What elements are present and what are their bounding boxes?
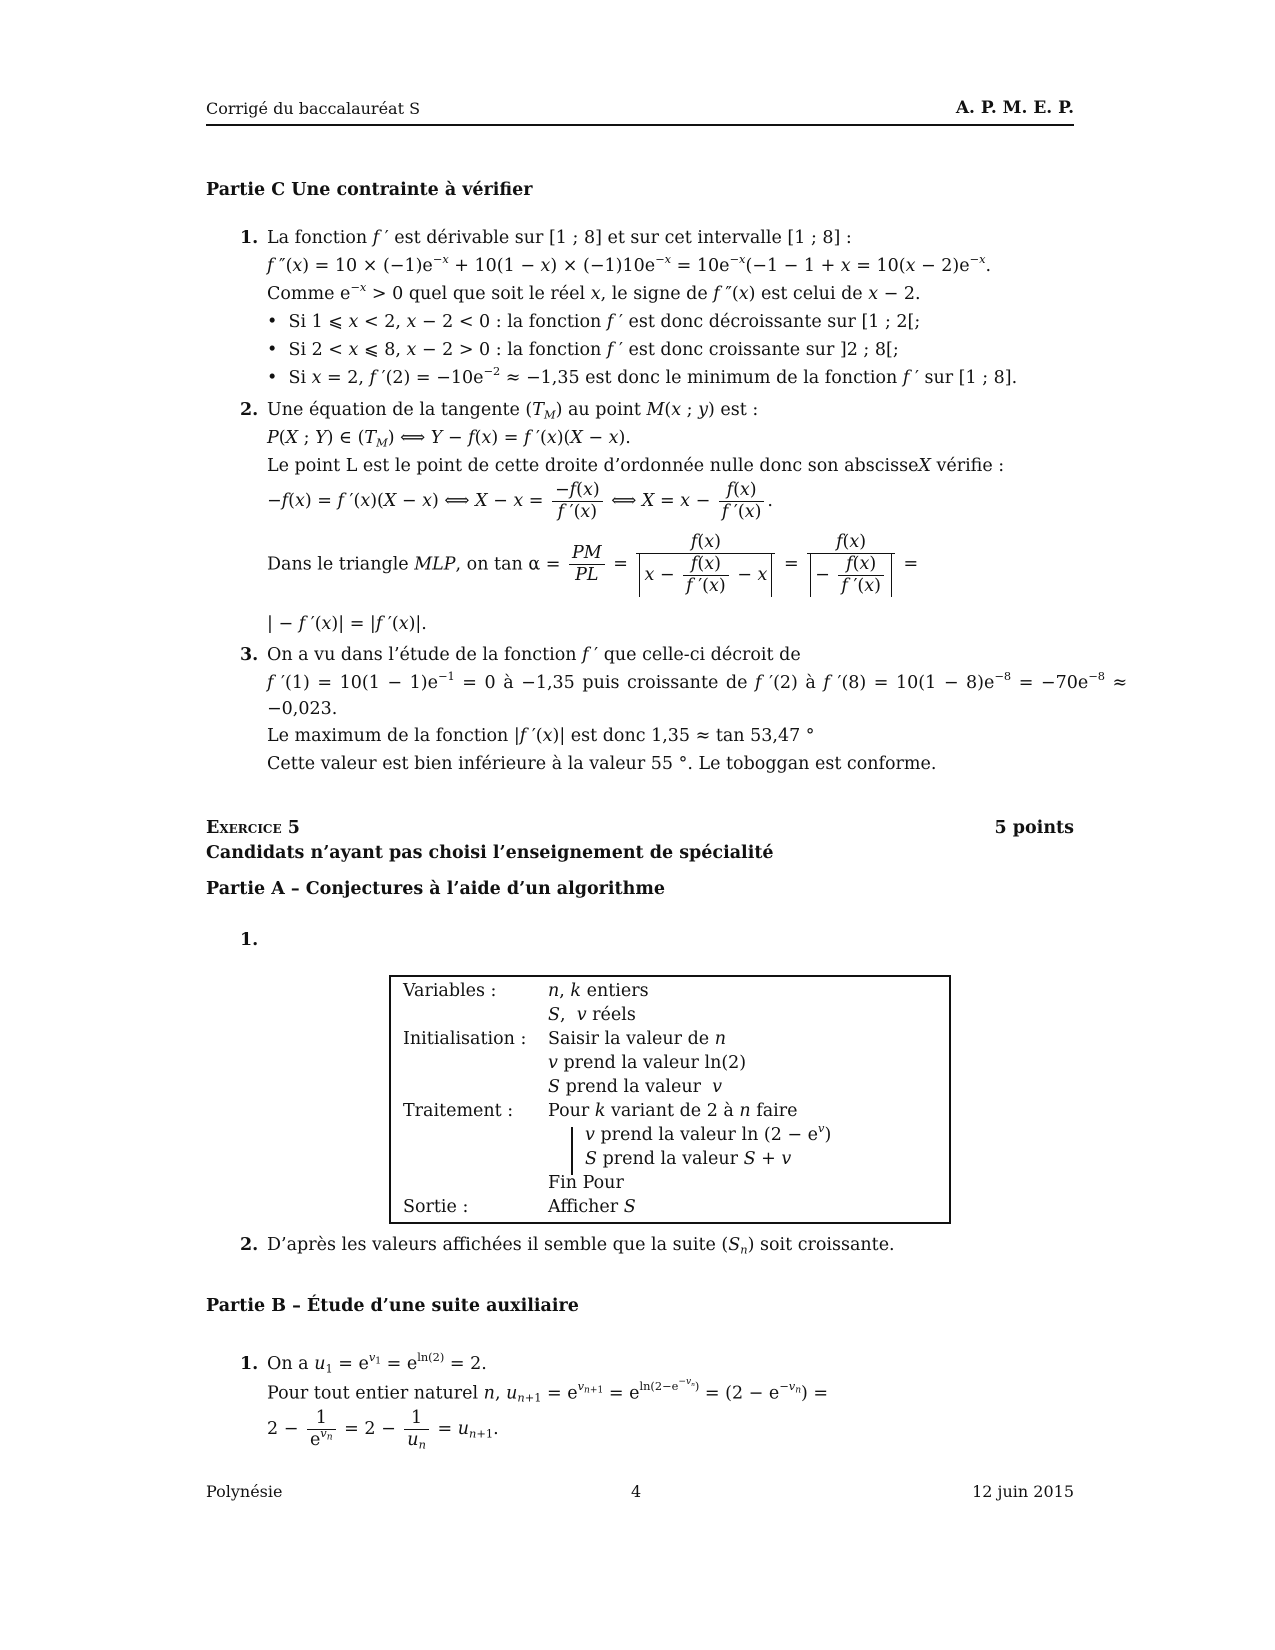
ex5-partB-q1-num: 1. bbox=[240, 1354, 259, 1374]
footer-left: Polynésie bbox=[206, 1482, 283, 1501]
partC-q2-result: | − f ′(x)| = |f ′(x)|. bbox=[267, 614, 427, 634]
partC-q3-num: 3. bbox=[240, 645, 259, 665]
partC-q1-bullet-1: • Si 1 ⩽ x < 2, x − 2 < 0 : la fonction f ′ est donc décroissante sur [1 ; 2[; bbox=[267, 312, 921, 332]
header-right: A. P. M. E. P. bbox=[955, 98, 1074, 118]
ex5-title: Exercice 5 bbox=[206, 818, 300, 838]
partC-q2-triangle: Dans le triangle MLP, on tan α = $\frac{PM}{PL}$ = f(x) x − $\frac{f(x)}{f '(x)}$ − x = f(x) − $\frac{f(x)}{f '(x)}$ = bbox=[267, 532, 919, 596]
partC-title: Partie C Une contrainte à vérifier bbox=[206, 180, 533, 200]
ex5-partA-q2-num: 2. bbox=[240, 1235, 259, 1255]
partC-q2-num: 2. bbox=[240, 400, 259, 420]
ex5-partB-line1: On a $u_1 = e^{v_1} = e^{ln(2)} = 2$. bbox=[267, 1350, 487, 1376]
partC-q1-sign: Comme $e^{-x} > 0$ quel que soit le réel x, le signe de f ″(x) est celui de x − 2. bbox=[267, 280, 921, 304]
ex5-partB-title: Partie B – Étude d’une suite auxiliaire bbox=[206, 1296, 579, 1316]
partC-q1-intro: La fonction f ′ est dérivable sur [1 ; 8] et sur cet intervalle [1 ; 8] : bbox=[267, 228, 852, 248]
algo-out-label: Sortie : bbox=[403, 1197, 469, 1217]
partC-q1-second-derivative: f $''(x) = 10 \times (-1)e^{-x} + 10(1 - x) \times (-1)10e^{-x} = 10e^{-x}(-1 - 1 + x = 10(x - 2)e^{-x}$. bbox=[267, 252, 992, 276]
algo-trait-line3: S prend la valeur S + v bbox=[585, 1149, 792, 1169]
partC-q3-line4: Le maximum de la fonction |f ′(x)| est donc 1,35 ≈ tan 53,47 ° bbox=[267, 726, 815, 746]
partC-q3-line2: f $'(1) = 10(1 - 1)e^{-1} = 0$ à −1,35 puis croissante de f ′(2) à f $'(8) = 10(1 - 8)e^{-8} = -70e^{-8}$ ≈ bbox=[267, 669, 1128, 693]
footer-right: 12 juin 2015 bbox=[972, 1482, 1074, 1501]
partC-q2-equation: P(X ; Y) ∈ $(T_M)$ ⟺ Y − f(x) = f ′(x)(X − x). bbox=[267, 428, 631, 450]
partC-q3-line5: Cette valeur est bien inférieure à la valeur 55 °. Le toboggan est conforme. bbox=[267, 754, 937, 774]
algo-var-line2: S, v réels bbox=[548, 1005, 636, 1025]
algo-variables-label: Variables : bbox=[403, 981, 497, 1001]
header-rule bbox=[206, 124, 1074, 126]
partC-q2-line3: Le point L est le point de cette droite d’ordonnée nulle donc son abscisseX vérifie : bbox=[267, 456, 1005, 476]
algo-init-line3: S prend la valeur v bbox=[548, 1077, 723, 1097]
ex5-partA-q1-num: 1. bbox=[240, 930, 259, 950]
partC-q3-line3: −0,023. bbox=[267, 699, 338, 719]
ex5-subtitle: Candidats n’ayant pas choisi l’enseignement de spécialité bbox=[206, 843, 774, 863]
partC-q1-bullet-3: • Si x = 2, f $'(2) = -10e^{-2} \approx -1,35$ est donc le minimum de la fonction f ′ sur [1 ; 8]. bbox=[267, 364, 1018, 388]
algo-init-label: Initialisation : bbox=[403, 1029, 527, 1049]
partC-q3-line1: On a vu dans l’étude de la fonction f ′ que celle-ci décroit de bbox=[267, 645, 801, 665]
ex5-partA-title: Partie A – Conjectures à l’aide d’un algorithme bbox=[206, 879, 665, 899]
partC-q2-line1: Une équation de la tangente $(T_M)$ au point M(x ; y) est : bbox=[267, 400, 759, 422]
algo-out-line1: Afficher S bbox=[548, 1197, 636, 1217]
algo-trait-label: Traitement : bbox=[403, 1101, 514, 1121]
algo-trait-line1: Pour k variant de 2 à n faire bbox=[548, 1101, 798, 1121]
ex5-partB-line3: 2 − $\frac{1}{e^{v_n}}$ = 2 − $\frac{1}{u_n}$ = $u_{n+1}$. bbox=[267, 1408, 499, 1452]
ex5-points: 5 points bbox=[994, 818, 1074, 838]
ex5-partB-line2: Pour tout entier naturel n, $u_{n+1} = e^{v_{n+1}} = e^{ln(2-e^{-v_n})} = (2 - e^{-v_n})$ = bbox=[267, 1377, 829, 1405]
partC-q1-num: 1. bbox=[240, 228, 259, 248]
algo-trait-line4: Fin Pour bbox=[548, 1173, 624, 1193]
algo-init-line1: Saisir la valeur de n bbox=[548, 1029, 726, 1049]
header-left: Corrigé du baccalauréat S bbox=[206, 99, 421, 118]
footer-page-number: 4 bbox=[631, 1482, 642, 1501]
partC-q2-abscissa-formula: −f(x) = f ′(x)(X − x) ⟺ X − x = $\frac{-f(x)}{f '(x)}$ ⟺ X = x − $\frac{f(x)}{f '(x)}$ . bbox=[267, 480, 773, 522]
ex5-partA-q2: D’après les valeurs affichées il semble que la suite $(S_n)$ soit croissante. bbox=[267, 1235, 895, 1257]
algo-loop-bar bbox=[571, 1127, 573, 1175]
algo-init-line2: v prend la valeur ln(2) bbox=[548, 1053, 747, 1073]
algo-trait-line2: v prend la valeur $\ln (2 - e^v)$ bbox=[585, 1121, 832, 1145]
partC-q1-bullet-2: • Si 2 < x ⩽ 8, x − 2 > 0 : la fonction f ′ est donc croissante sur ]2 ; 8[; bbox=[267, 340, 899, 360]
algo-var-line1: n, k entiers bbox=[548, 981, 649, 1001]
algorithm-box bbox=[389, 975, 951, 1224]
